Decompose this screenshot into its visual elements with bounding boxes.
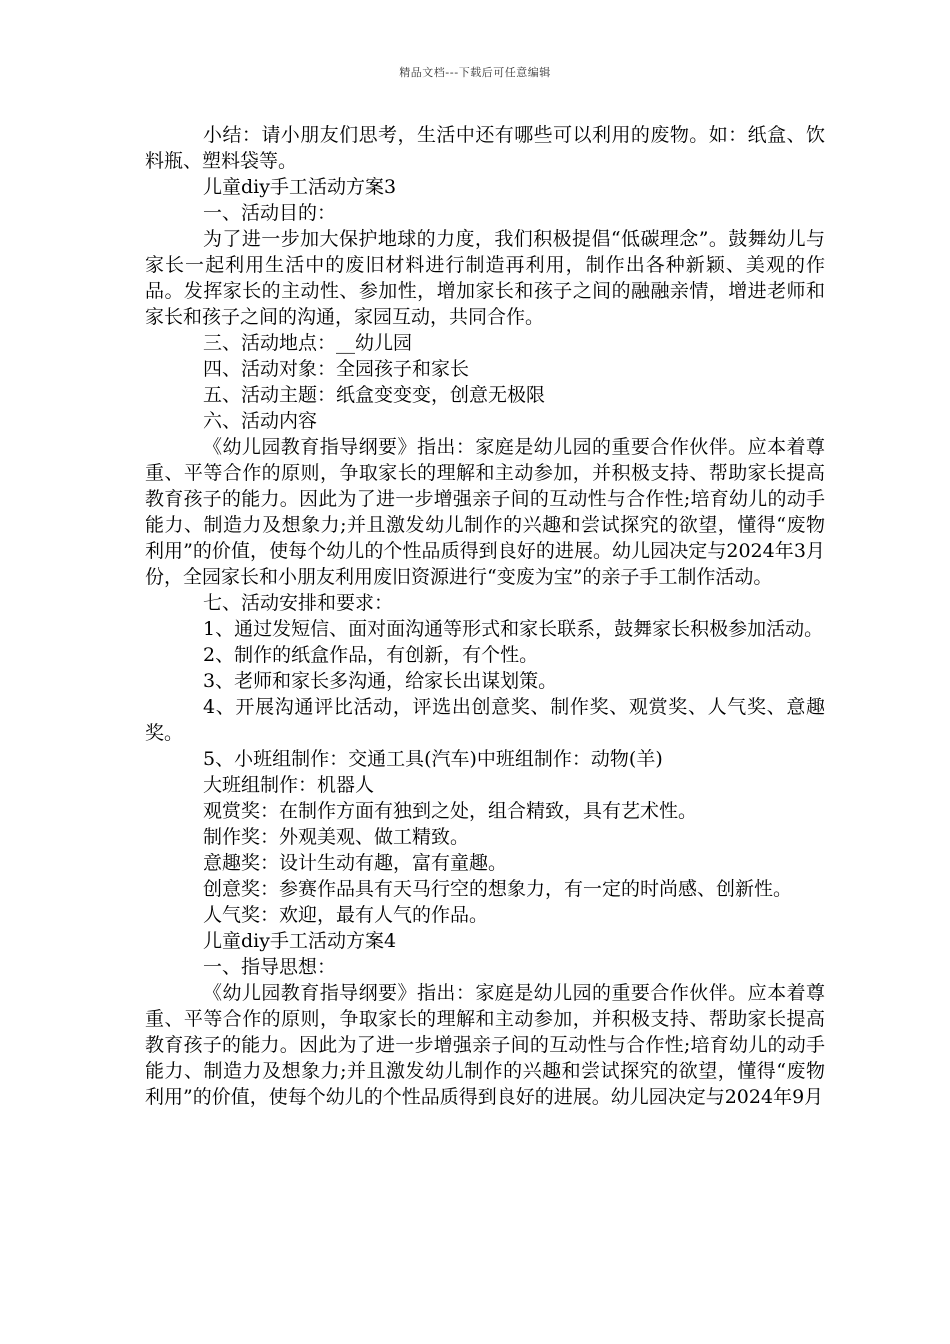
award-fun: 意趣奖：设计生动有趣，富有童趣。: [203, 852, 508, 874]
list-item-4: 4、开展沟通评比活动，评选出创意奖、制作奖、观赏奖、人气奖、意趣奖。: [145, 696, 825, 744]
award-appreciation: 观赏奖：在制作方面有独到之处，组合精致，具有艺术性。: [203, 800, 698, 822]
heading-guiding-idea: 一、指导思想：: [203, 956, 337, 978]
item-theme: 五、活动主题：纸盒变变变，创意无极限: [203, 384, 546, 406]
list-item-5: 5、小班组制作：交通工具(汽车)中班组制作：动物(羊): [203, 748, 663, 770]
heading-activity-content: 六、活动内容: [203, 410, 318, 432]
paragraph-purpose: 为了进一步加大保护地球的力度，我们积极提倡“低碳理念”。鼓舞幼儿与家长一起利用生活中的废旧材料进行制造再利用，制作出各种新颖、美观的作品。发挥家长的主动性、参加性，增加家长和孩子之间的融融亲情，增进老师和家长和孩子之间的沟通，家园互动，共同合作。: [145, 228, 825, 328]
section-title-plan-4: 儿童diy手工活动方案4: [203, 930, 397, 952]
item-location: 三、活动地点：__幼儿园: [203, 332, 413, 354]
page-header: 精品文档---下载后可任意编辑: [399, 66, 551, 79]
paragraph-summary: 小结：请小朋友们思考，生活中还有哪些可以利用的废物。如：纸盒、饮料瓶、塑料袋等。: [145, 124, 825, 172]
list-item-1: 1、通过发短信、面对面沟通等形式和家长联系，鼓舞家长积极参加活动。: [203, 618, 824, 640]
item-senior-class: 大班组制作：机器人: [203, 774, 375, 796]
list-item-3: 3、老师和家长多沟通，给家长出谋划策。: [203, 670, 558, 692]
document-body: [145, 122, 825, 1110]
award-creative: 创意奖：参赛作品具有天马行空的想象力，有一定的时尚感、创新性。: [203, 878, 793, 900]
paragraph-content: 《幼儿园教育指导纲要》指出：家庭是幼儿园的重要合作伙伴。应本着尊重、平等合作的原则，争取家长的理解和主动参加，并积极支持、帮助家长提高教育孩子的能力。因此为了进一步增强亲子间的互动性与合作性;培育幼儿的动手能力、制造力及想象力;并且激发幼儿制作的兴趣和尝试探究的欲望，懂得“废物利用”的价值，使每个幼儿的个性品质得到良好的进展。幼儿园决定与2024年3月份，全园家长和小朋友利用废旧资源进行“变废为宝”的亲子手工制作活动。: [145, 436, 825, 588]
section-title-plan-3: 儿童diy手工活动方案3: [203, 176, 397, 198]
award-craft: 制作奖：外观美观、做工精致。: [203, 826, 470, 848]
award-popular: 人气奖：欢迎，最有人气的作品。: [203, 904, 489, 926]
list-item-2: 2、制作的纸盒作品，有创新，有个性。: [203, 644, 539, 666]
heading-arrangements: 七、活动安排和要求：: [203, 592, 394, 614]
item-target: 四、活动对象：全园孩子和家长: [203, 358, 470, 380]
paragraph-guiding-idea: 《幼儿园教育指导纲要》指出：家庭是幼儿园的重要合作伙伴。应本着尊重、平等合作的原则，争取家长的理解和主动参加，并积极支持、帮助家长提高教育孩子的能力。因此为了进一步增强亲子间的互动性与合作性;培育幼儿的动手能力、制造力及想象力;并且激发幼儿制作的兴趣和尝试探究的欲望，懂得“废物利用”的价值，使每个幼儿的个性品质得到良好的进展。幼儿园决定与2024年9月: [145, 982, 825, 1108]
heading-activity-purpose: 一、活动目的：: [203, 202, 337, 224]
